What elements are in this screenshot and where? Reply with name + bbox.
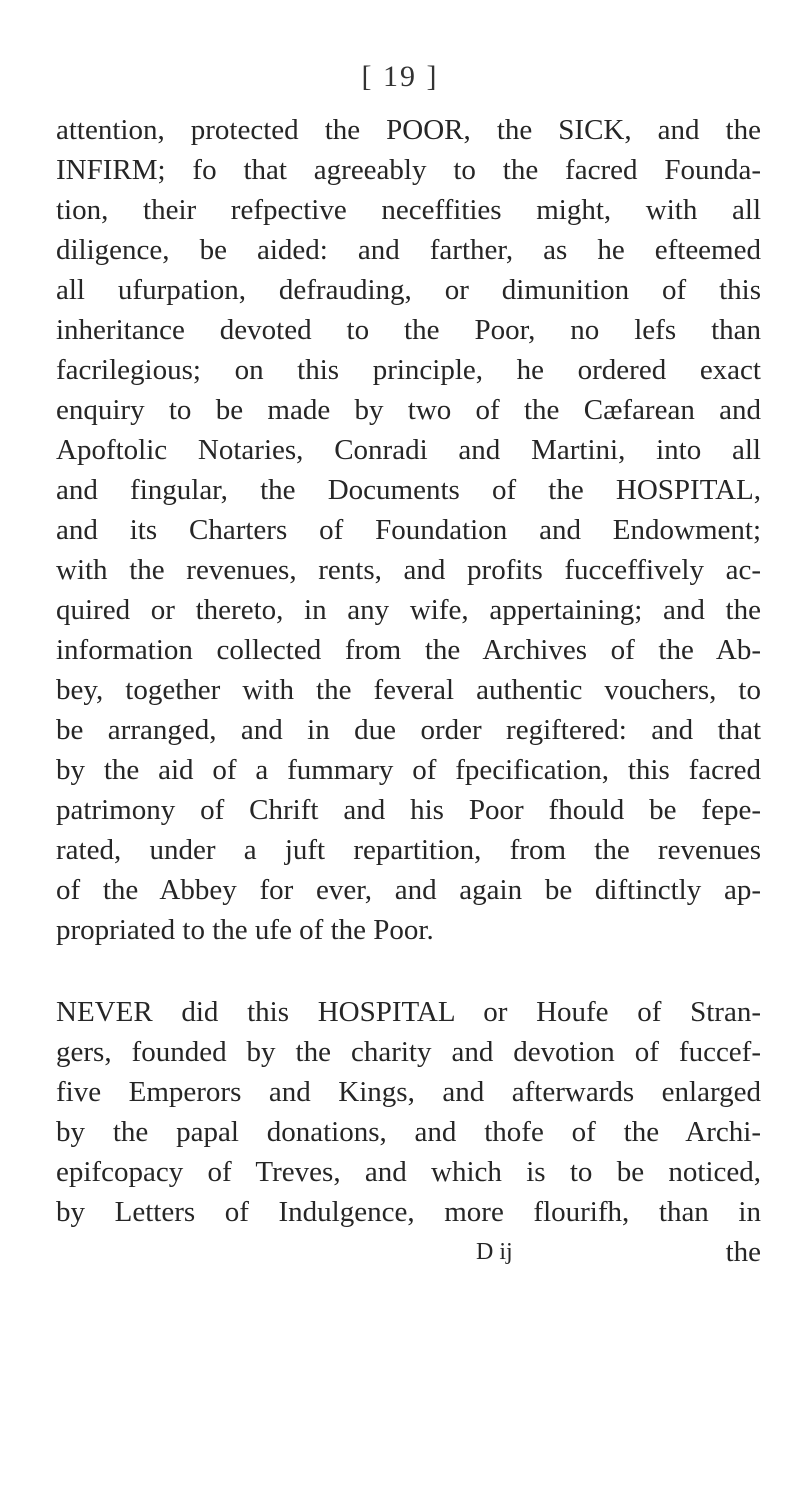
- paragraph-1: [56, 110, 761, 950]
- page-number: [ 19 ]: [361, 60, 439, 93]
- text-line: rated, under a juft repartition, from the revenues: [56, 834, 761, 866]
- text-line: and fingular, the Documents of the HOSPITAL,: [56, 474, 761, 506]
- text-line: bey, together with the feveral authentic vouchers, to: [56, 674, 761, 706]
- signature-mark: D ij: [476, 1239, 513, 1265]
- text-line: inheritance devoted to the Poor, no lefs than: [56, 314, 761, 346]
- catchword: the: [725, 1236, 761, 1268]
- paragraph-2: [56, 992, 761, 1232]
- text-line: information collected from the Archives of the Ab-: [56, 634, 761, 666]
- text-line: tion, their refpective neceffities might, with all: [56, 194, 761, 226]
- text-line: by the papal donations, and thofe of the Archi-: [56, 1116, 761, 1148]
- paragraph-gap: [56, 950, 761, 992]
- text-line: five Emperors and Kings, and afterwards enlarged: [56, 1076, 761, 1108]
- text-line: INFIRM; fo that agreeably to the facred Founda-: [56, 154, 761, 186]
- text-line: of the Abbey for ever, and again be diftinctly ap-: [56, 874, 761, 906]
- text-line: enquiry to be made by two of the Cæfarean and: [56, 394, 761, 426]
- text-line: epifcopacy of Treves, and which is to be noticed,: [56, 1156, 761, 1188]
- text-line: NEVER did this HOSPITAL or Houfe of Stran-: [56, 996, 761, 1028]
- text-line: diligence, be aided: and farther, as he efteemed: [56, 234, 761, 266]
- page-footer: [56, 1232, 761, 1272]
- text-line: facrilegious; on this principle, he ordered exact: [56, 354, 761, 386]
- text-line: and its Charters of Foundation and Endowment;: [56, 514, 761, 546]
- text-line: Apoftolic Notaries, Conradi and Martini, into all: [56, 434, 761, 466]
- text-line: be arranged, and in due order regiftered: and that: [56, 714, 761, 746]
- text-line: by Letters of Indulgence, more flourifh, than in: [56, 1196, 761, 1228]
- body-text: [56, 110, 761, 1272]
- text-line: with the revenues, rents, and profits fucceffively ac-: [56, 554, 761, 586]
- text-line: attention, protected the POOR, the SICK, and the: [56, 114, 761, 146]
- text-line: patrimony of Chrift and his Poor fhould be fepe-: [56, 794, 761, 826]
- text-line: quired or thereto, in any wife, appertaining; and the: [56, 594, 761, 626]
- text-line: gers, founded by the charity and devotion of fuccef-: [56, 1036, 761, 1068]
- text-line: by the aid of a fummary of fpecification, this facred: [56, 754, 761, 786]
- text-line: propriated to the ufe of the Poor.: [56, 914, 434, 946]
- text-line: all ufurpation, defrauding, or dimunition of this: [56, 274, 761, 306]
